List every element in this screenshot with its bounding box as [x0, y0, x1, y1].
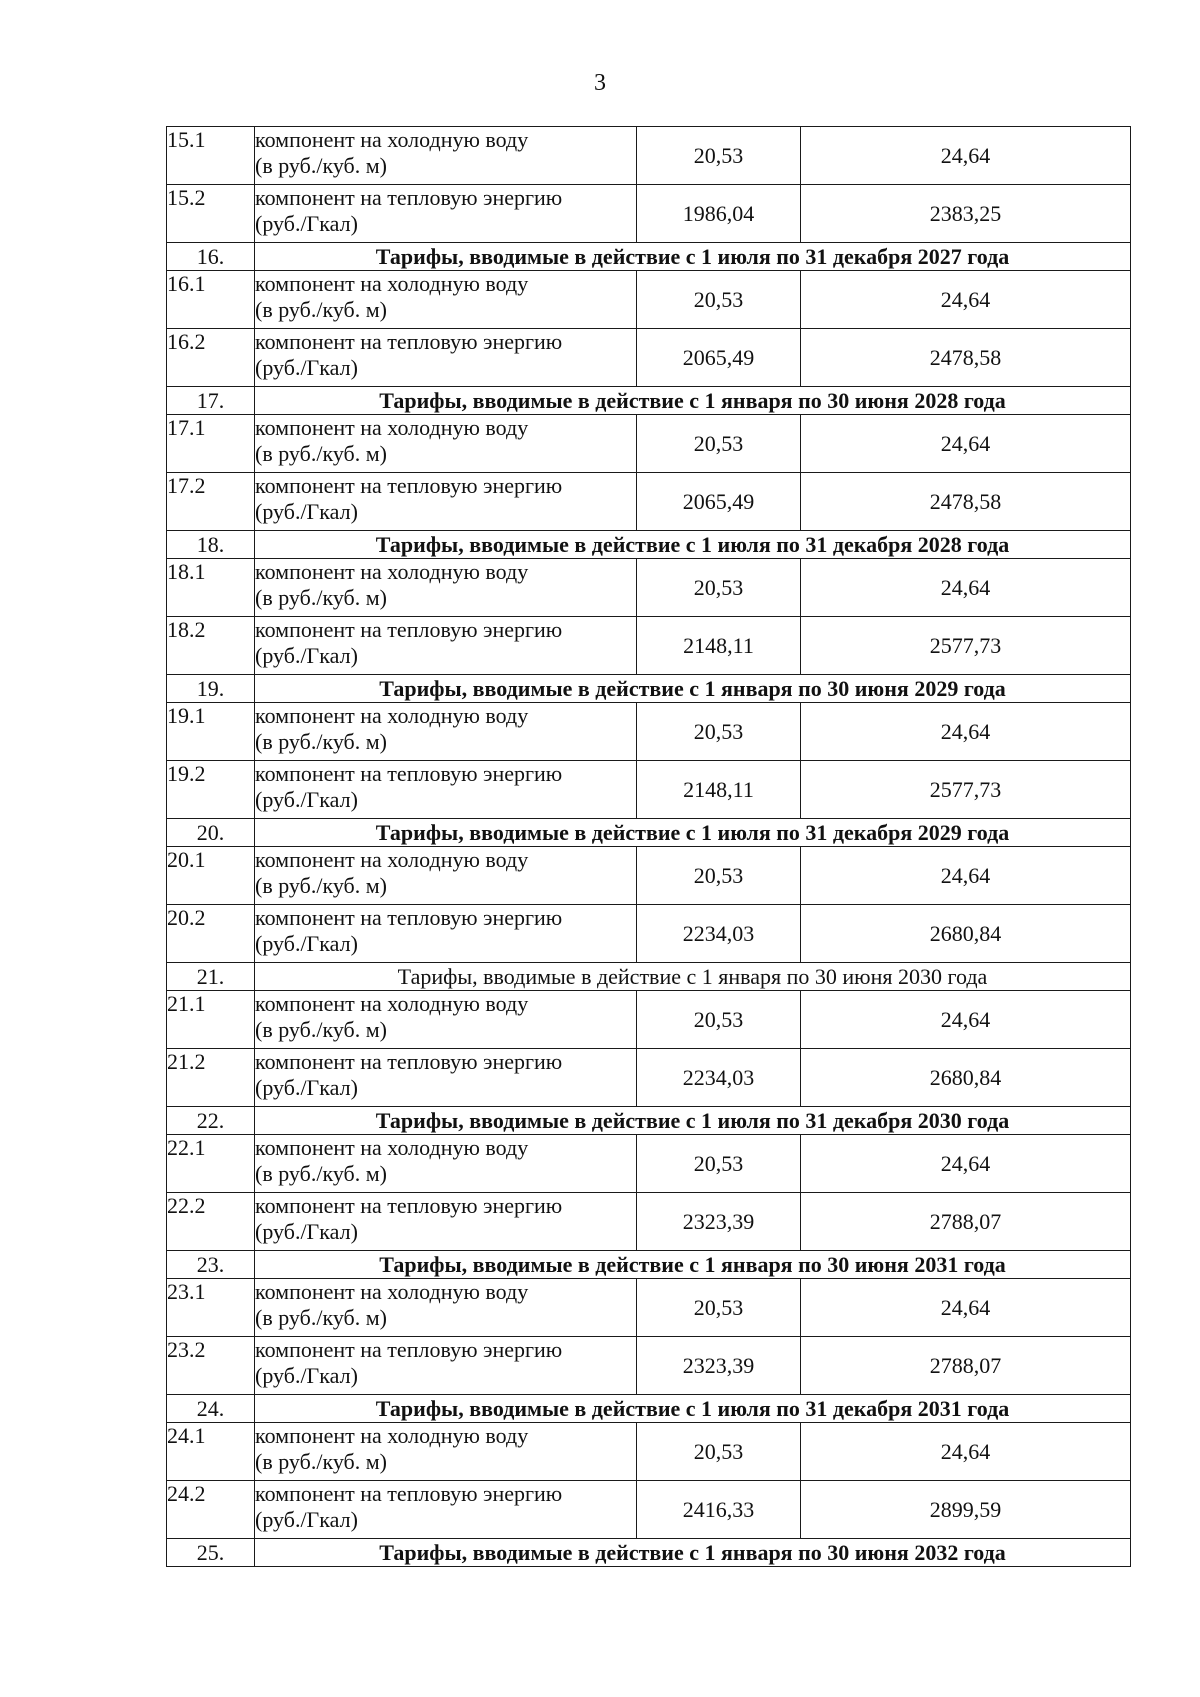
item-value-2: 24,64	[801, 847, 1131, 905]
section-number: 22.	[167, 1107, 255, 1135]
item-label-line2: (руб./Гкал)	[255, 643, 358, 668]
item-label	[255, 1135, 637, 1193]
section-title: Тарифы, вводимые в действие с 1 января по 30 июня 2032 года	[255, 1539, 1131, 1567]
tariff-section-row	[167, 819, 1131, 847]
item-value-2: 24,64	[801, 127, 1131, 185]
tariff-item-row	[167, 1049, 1131, 1107]
item-value-2: 2899,59	[801, 1481, 1131, 1539]
item-label-line2: (в руб./куб. м)	[255, 585, 387, 610]
item-number: 19.1	[167, 703, 255, 761]
item-label-line1: компонент на холодную воду	[255, 559, 529, 584]
tariff-item-row	[167, 1337, 1131, 1395]
item-value-2: 24,64	[801, 1279, 1131, 1337]
item-number: 22.1	[167, 1135, 255, 1193]
section-title: Тарифы, вводимые в действие с 1 января по 30 июня 2031 года	[255, 1251, 1131, 1279]
item-label-line2: (руб./Гкал)	[255, 355, 358, 380]
item-label-line1: компонент на тепловую энергию	[255, 617, 563, 642]
item-label	[255, 1481, 637, 1539]
item-label-line1: компонент на холодную воду	[255, 271, 529, 296]
section-title: Тарифы, вводимые в действие с 1 июля по 31 декабря 2030 года	[255, 1107, 1131, 1135]
item-number: 17.2	[167, 473, 255, 531]
item-label-line1: компонент на холодную воду	[255, 1423, 529, 1448]
item-label-line1: компонент на холодную воду	[255, 703, 529, 728]
item-label-line2: (в руб./куб. м)	[255, 297, 387, 322]
item-label-line2: (в руб./куб. м)	[255, 441, 387, 466]
item-number: 23.2	[167, 1337, 255, 1395]
item-label-line1: компонент на холодную воду	[255, 127, 529, 152]
section-number: 20.	[167, 819, 255, 847]
item-number: 18.2	[167, 617, 255, 675]
item-label-line2: (руб./Гкал)	[255, 1507, 358, 1532]
item-value-1: 20,53	[637, 415, 801, 473]
item-value-2: 2680,84	[801, 905, 1131, 963]
section-number: 16.	[167, 243, 255, 271]
item-value-2: 24,64	[801, 415, 1131, 473]
item-label-line1: компонент на тепловую энергию	[255, 1481, 563, 1506]
section-number: 17.	[167, 387, 255, 415]
section-number: 24.	[167, 1395, 255, 1423]
item-label-line1: компонент на холодную воду	[255, 991, 529, 1016]
item-value-1: 20,53	[637, 559, 801, 617]
item-label	[255, 271, 637, 329]
item-value-2: 2577,73	[801, 617, 1131, 675]
item-value-2: 24,64	[801, 271, 1131, 329]
item-label-line1: компонент на холодную воду	[255, 1279, 529, 1304]
tariff-section-row	[167, 1539, 1131, 1567]
item-label-line1: компонент на тепловую энергию	[255, 1193, 563, 1218]
item-label	[255, 185, 637, 243]
item-label-line2: (в руб./куб. м)	[255, 1017, 387, 1042]
tariff-table-body	[167, 127, 1131, 1567]
item-label	[255, 1337, 637, 1395]
item-label-line1: компонент на холодную воду	[255, 1135, 529, 1160]
item-label	[255, 905, 637, 963]
item-label-line2: (в руб./куб. м)	[255, 1449, 387, 1474]
item-number: 15.2	[167, 185, 255, 243]
tariff-item-row	[167, 1481, 1131, 1539]
tariff-section-row	[167, 243, 1131, 271]
item-value-1: 2323,39	[637, 1337, 801, 1395]
item-value-2: 2577,73	[801, 761, 1131, 819]
item-number: 20.2	[167, 905, 255, 963]
item-number: 21.1	[167, 991, 255, 1049]
item-label-line2: (в руб./куб. м)	[255, 873, 387, 898]
item-value-2: 2383,25	[801, 185, 1131, 243]
section-title: Тарифы, вводимые в действие с 1 июля по 31 декабря 2028 года	[255, 531, 1131, 559]
tariff-section-row	[167, 531, 1131, 559]
section-number: 23.	[167, 1251, 255, 1279]
item-label-line2: (руб./Гкал)	[255, 1363, 358, 1388]
item-value-2: 24,64	[801, 559, 1131, 617]
item-value-2: 24,64	[801, 703, 1131, 761]
item-label	[255, 415, 637, 473]
item-value-1: 2234,03	[637, 905, 801, 963]
tariff-item-row	[167, 271, 1131, 329]
section-title: Тарифы, вводимые в действие с 1 июля по 31 декабря 2027 года	[255, 243, 1131, 271]
tariff-item-row	[167, 127, 1131, 185]
item-label-line2: (в руб./куб. м)	[255, 1305, 387, 1330]
item-number: 20.1	[167, 847, 255, 905]
tariff-section-row	[167, 675, 1131, 703]
item-value-2: 24,64	[801, 991, 1131, 1049]
item-label	[255, 703, 637, 761]
tariff-item-row	[167, 617, 1131, 675]
item-value-2: 2788,07	[801, 1193, 1131, 1251]
item-number: 16.1	[167, 271, 255, 329]
tariff-item-row	[167, 1279, 1131, 1337]
item-value-1: 20,53	[637, 1135, 801, 1193]
section-number: 25.	[167, 1539, 255, 1567]
item-label-line2: (в руб./куб. м)	[255, 729, 387, 754]
item-number: 24.1	[167, 1423, 255, 1481]
section-title: Тарифы, вводимые в действие с 1 января по 30 июня 2028 года	[255, 387, 1131, 415]
item-label-line2: (руб./Гкал)	[255, 931, 358, 956]
item-value-1: 20,53	[637, 1279, 801, 1337]
item-value-1: 2323,39	[637, 1193, 801, 1251]
section-number: 18.	[167, 531, 255, 559]
item-label-line2: (руб./Гкал)	[255, 211, 358, 236]
item-value-2: 2478,58	[801, 473, 1131, 531]
section-title: Тарифы, вводимые в действие с 1 января по 30 июня 2029 года	[255, 675, 1131, 703]
item-label	[255, 761, 637, 819]
item-label	[255, 1423, 637, 1481]
item-number: 17.1	[167, 415, 255, 473]
item-label-line1: компонент на тепловую энергию	[255, 329, 563, 354]
tariff-table	[166, 126, 1131, 1567]
item-label	[255, 991, 637, 1049]
item-label	[255, 559, 637, 617]
item-label	[255, 1279, 637, 1337]
item-value-1: 2065,49	[637, 473, 801, 531]
item-label	[255, 1193, 637, 1251]
item-number: 24.2	[167, 1481, 255, 1539]
tariff-section-row	[167, 387, 1131, 415]
tariff-item-row	[167, 1193, 1131, 1251]
item-label-line1: компонент на тепловую энергию	[255, 473, 563, 498]
tariff-item-row	[167, 905, 1131, 963]
tariff-item-row	[167, 185, 1131, 243]
tariff-section-row	[167, 1395, 1131, 1423]
item-label-line2: (руб./Гкал)	[255, 1219, 358, 1244]
item-value-1: 20,53	[637, 703, 801, 761]
tariff-item-row	[167, 761, 1131, 819]
section-number: 19.	[167, 675, 255, 703]
item-label-line1: компонент на тепловую энергию	[255, 1049, 563, 1074]
tariff-item-row	[167, 1423, 1131, 1481]
item-label-line2: (руб./Гкал)	[255, 1075, 358, 1100]
item-value-1: 20,53	[637, 991, 801, 1049]
tariff-item-row	[167, 329, 1131, 387]
item-value-1: 20,53	[637, 271, 801, 329]
item-number: 16.2	[167, 329, 255, 387]
item-value-1: 20,53	[637, 1423, 801, 1481]
section-title: Тарифы, вводимые в действие с 1 июля по 31 декабря 2031 года	[255, 1395, 1131, 1423]
item-label	[255, 127, 637, 185]
page-number: 3	[594, 70, 606, 96]
tariff-section-row	[167, 1251, 1131, 1279]
item-label	[255, 847, 637, 905]
item-label-line1: компонент на холодную воду	[255, 847, 529, 872]
item-label	[255, 473, 637, 531]
item-value-2: 2680,84	[801, 1049, 1131, 1107]
tariff-section-row	[167, 1107, 1131, 1135]
item-value-2: 2788,07	[801, 1337, 1131, 1395]
item-number: 18.1	[167, 559, 255, 617]
item-value-1: 2416,33	[637, 1481, 801, 1539]
item-number: 19.2	[167, 761, 255, 819]
item-label-line2: (в руб./куб. м)	[255, 153, 387, 178]
item-label	[255, 1049, 637, 1107]
item-number: 21.2	[167, 1049, 255, 1107]
tariff-item-row	[167, 703, 1131, 761]
item-label-line1: компонент на тепловую энергию	[255, 761, 563, 786]
item-value-1: 2065,49	[637, 329, 801, 387]
tariff-item-row	[167, 847, 1131, 905]
item-label-line2: (в руб./куб. м)	[255, 1161, 387, 1186]
section-title: Тарифы, вводимые в действие с 1 января по 30 июня 2030 года	[255, 963, 1131, 991]
tariff-section-row	[167, 963, 1131, 991]
item-value-1: 2234,03	[637, 1049, 801, 1107]
item-value-1: 20,53	[637, 127, 801, 185]
tariff-item-row	[167, 473, 1131, 531]
item-label-line1: компонент на тепловую энергию	[255, 185, 563, 210]
item-label-line1: компонент на холодную воду	[255, 415, 529, 440]
item-value-1: 2148,11	[637, 617, 801, 675]
tariff-item-row	[167, 415, 1131, 473]
section-number: 21.	[167, 963, 255, 991]
item-value-1: 1986,04	[637, 185, 801, 243]
item-value-1: 2148,11	[637, 761, 801, 819]
item-value-2: 2478,58	[801, 329, 1131, 387]
item-label	[255, 329, 637, 387]
tariff-item-row	[167, 559, 1131, 617]
item-label-line2: (руб./Гкал)	[255, 787, 358, 812]
tariff-item-row	[167, 1135, 1131, 1193]
section-title: Тарифы, вводимые в действие с 1 июля по 31 декабря 2029 года	[255, 819, 1131, 847]
item-label	[255, 617, 637, 675]
item-number: 15.1	[167, 127, 255, 185]
item-value-1: 20,53	[637, 847, 801, 905]
tariff-item-row	[167, 991, 1131, 1049]
item-number: 23.1	[167, 1279, 255, 1337]
item-value-2: 24,64	[801, 1135, 1131, 1193]
item-label-line1: компонент на тепловую энергию	[255, 1337, 563, 1362]
item-label-line1: компонент на тепловую энергию	[255, 905, 563, 930]
item-label-line2: (руб./Гкал)	[255, 499, 358, 524]
item-value-2: 24,64	[801, 1423, 1131, 1481]
item-number: 22.2	[167, 1193, 255, 1251]
